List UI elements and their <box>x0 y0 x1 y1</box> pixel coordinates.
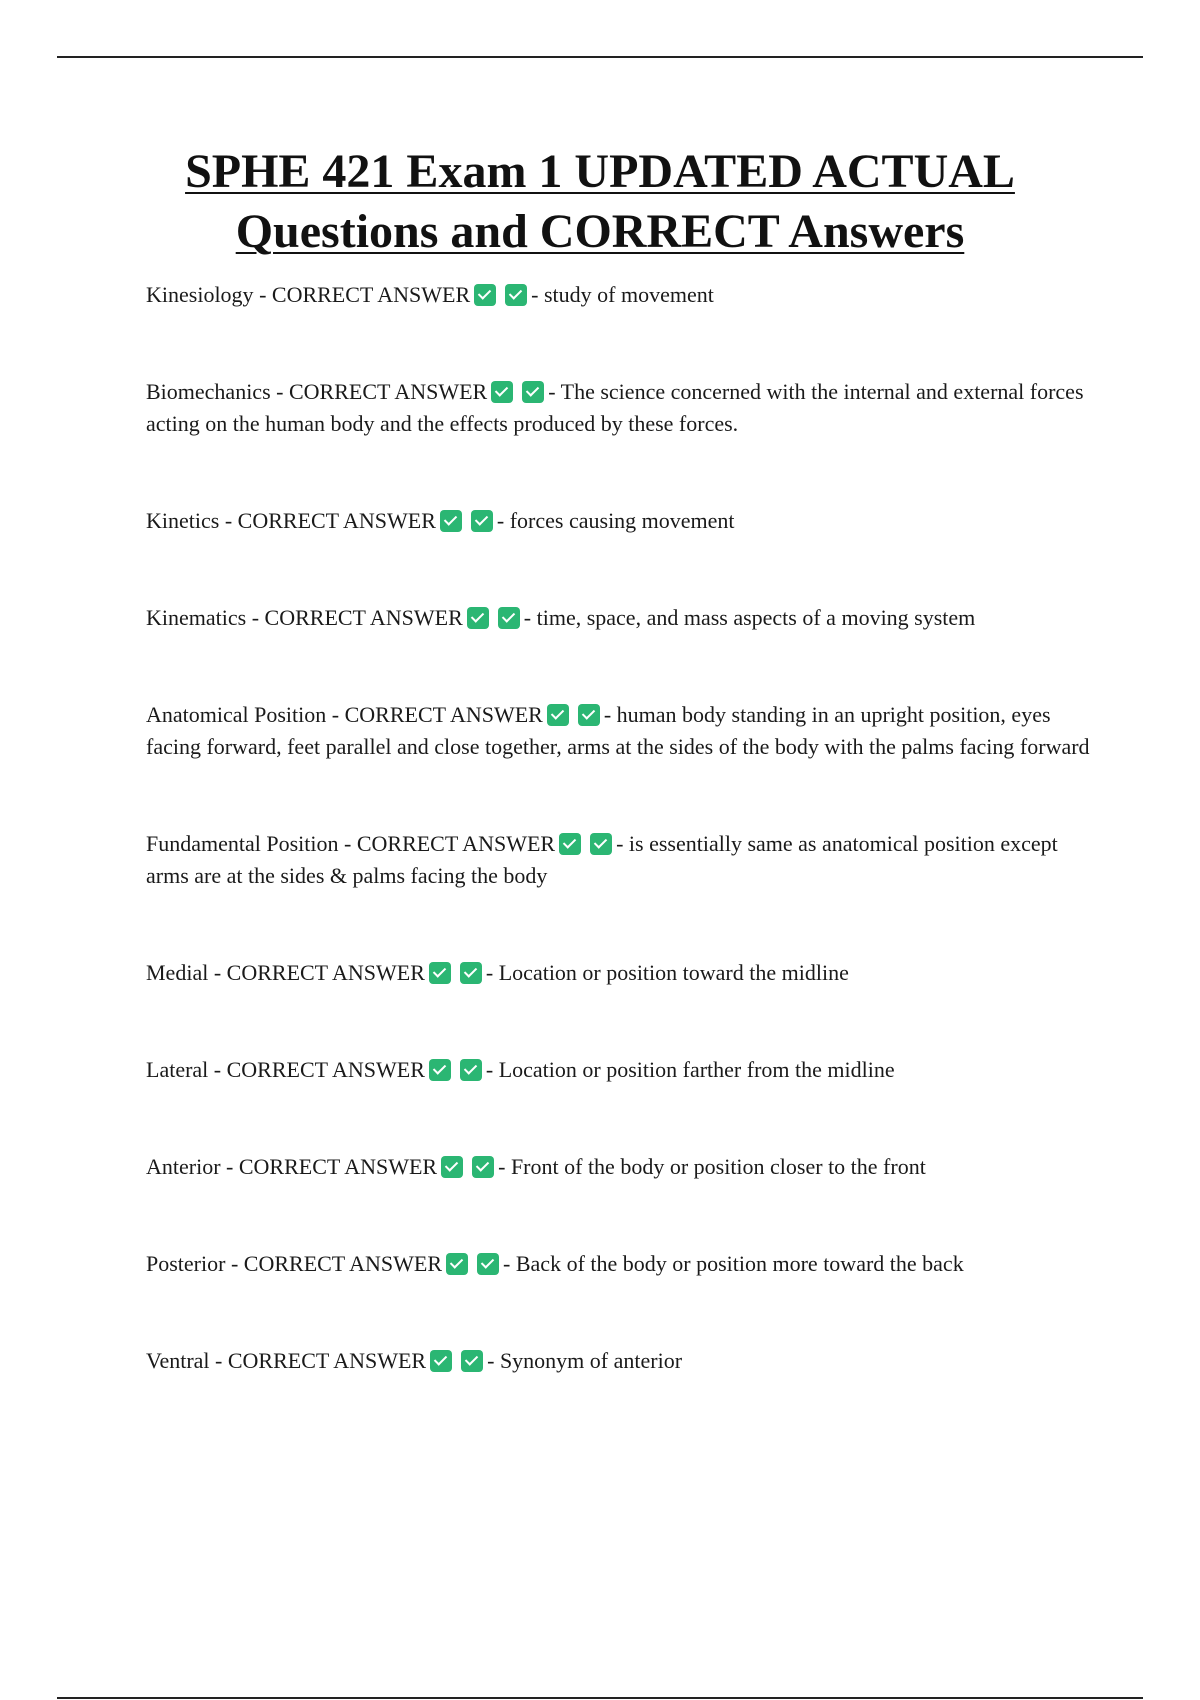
entry-answer: Location or position toward the midline <box>498 960 849 985</box>
answer-separator: - <box>523 605 537 630</box>
check-mark-box-icon <box>505 284 527 306</box>
check-mark-box-icon <box>477 1253 499 1275</box>
entry-answer: The science concerned with the internal and external forces acting on the human body and the effects produced by these forces. <box>146 379 1084 436</box>
answer-separator: - <box>548 379 561 404</box>
correct-answer-label: CORRECT ANSWER <box>356 831 556 856</box>
qa-entry: Posterior - CORRECT ANSWER - Back of the body or position more toward the back <box>146 1251 964 1276</box>
check-mark-box-icon <box>461 1350 483 1372</box>
correct-answer-label: CORRECT ANSWER <box>264 605 463 630</box>
qa-entry: Fundamental Position - CORRECT ANSWER - is essentially same as anatomical position except arms are at the sides & palms facing the body <box>146 831 1058 888</box>
entry-answer: study of movement <box>543 282 714 307</box>
title-line-1: SPHE 421 Exam 1 UPDATED ACTUAL <box>185 145 1015 198</box>
entry-term: Kinematics <box>146 605 247 630</box>
answer-separator: - <box>485 960 499 985</box>
answer-separator: - <box>487 1348 500 1373</box>
entry-answer: Back of the body or position more toward the back <box>515 1251 964 1276</box>
entry-term: Kinesiology <box>146 282 254 307</box>
correct-answer-label: CORRECT ANSWER <box>243 1251 443 1276</box>
correct-answer-label: CORRECT ANSWER <box>227 1348 427 1373</box>
entry-term: Fundamental Position <box>146 831 339 856</box>
answer-separator: - <box>498 1154 511 1179</box>
check-mark-box-icon <box>440 510 462 532</box>
check-mark-box-icon <box>491 381 513 403</box>
check-mark-box-icon <box>429 962 451 984</box>
check-mark-box-icon <box>467 607 489 629</box>
qa-entry: Anatomical Position - CORRECT ANSWER - human body standing in an upright position, eyes facing forward, feet parallel and close together, arms at the sides of the body with the palms facing forward <box>146 702 1090 759</box>
correct-answer-label: CORRECT ANSWER <box>271 282 471 307</box>
correct-answer-label: CORRECT ANSWER <box>288 379 488 404</box>
check-mark-box-icon <box>590 833 612 855</box>
check-mark-box-icon <box>460 1059 482 1081</box>
check-mark-box-icon <box>474 284 496 306</box>
correct-answer-label: CORRECT ANSWER <box>226 960 425 985</box>
entry-answer: Front of the body or position closer to the front <box>510 1154 926 1179</box>
entry-term: Posterior <box>146 1251 226 1276</box>
qa-entry: Kinesiology - CORRECT ANSWER - study of movement <box>146 282 714 307</box>
correct-answer-label: CORRECT ANSWER <box>344 702 543 727</box>
qa-entry: Medial - CORRECT ANSWER - Location or position toward the midline <box>146 960 849 985</box>
check-mark-box-icon <box>472 1156 494 1178</box>
answer-separator: - <box>496 508 510 533</box>
entry-term: Biomechanics <box>146 379 271 404</box>
check-mark-box-icon <box>559 833 581 855</box>
entry-answer: Location or position farther from the midline <box>498 1057 895 1082</box>
qa-entry: Biomechanics - CORRECT ANSWER - The science concerned with the internal and external forces acting on the human body and the effects produced by these forces. <box>146 379 1084 436</box>
qa-entry: Ventral - CORRECT ANSWER - Synonym of anterior <box>146 1348 683 1373</box>
entry-term: Kinetics <box>146 508 220 533</box>
check-mark-box-icon <box>471 510 493 532</box>
check-mark-box-icon <box>430 1350 452 1372</box>
check-mark-box-icon <box>446 1253 468 1275</box>
check-mark-box-icon <box>441 1156 463 1178</box>
check-mark-box-icon <box>547 704 569 726</box>
entry-answer: time, space, and mass aspects of a moving system <box>536 605 976 630</box>
answer-separator: - <box>503 1251 516 1276</box>
qa-entry: Anterior - CORRECT ANSWER - Front of the body or position closer to the front <box>146 1154 926 1179</box>
entry-term: Medial <box>146 960 209 985</box>
answer-separator: - <box>616 831 629 856</box>
answer-separator: - <box>531 282 544 307</box>
qa-entry: Kinematics - CORRECT ANSWER - time, space, and mass aspects of a moving system <box>146 605 976 630</box>
check-mark-box-icon <box>429 1059 451 1081</box>
entry-answer: is essentially same as anatomical position except arms are at the sides & palms facing the body <box>146 831 1058 888</box>
qa-entry: Kinetics - CORRECT ANSWER - forces causing movement <box>146 508 735 533</box>
entry-term: Anatomical Position <box>146 702 327 727</box>
document-title <box>100 142 1100 262</box>
entry-answer: human body standing in an upright position, eyes facing forward, feet parallel and close together, arms at the sides of the body with the palms facing forward <box>146 702 1090 759</box>
entry-answer: forces causing movement <box>509 508 735 533</box>
top-rule <box>57 56 1143 58</box>
qa-list <box>146 279 1091 1377</box>
title-line-2: Questions and CORRECT Answers <box>235 205 965 258</box>
check-mark-box-icon <box>460 962 482 984</box>
entry-answer: Synonym of anterior <box>499 1348 683 1373</box>
qa-entry: Lateral - CORRECT ANSWER - Location or position farther from the midline <box>146 1057 895 1082</box>
correct-answer-label: CORRECT ANSWER <box>237 508 436 533</box>
entry-term: Lateral <box>146 1057 209 1082</box>
entry-term: Ventral <box>146 1348 210 1373</box>
check-mark-box-icon <box>578 704 600 726</box>
check-mark-box-icon <box>498 607 520 629</box>
correct-answer-label: CORRECT ANSWER <box>226 1057 425 1082</box>
answer-separator: - <box>485 1057 499 1082</box>
check-mark-box-icon <box>522 381 544 403</box>
correct-answer-label: CORRECT ANSWER <box>238 1154 438 1179</box>
entry-term: Anterior <box>146 1154 221 1179</box>
answer-separator: - <box>603 702 617 727</box>
bottom-rule <box>57 1697 1143 1699</box>
